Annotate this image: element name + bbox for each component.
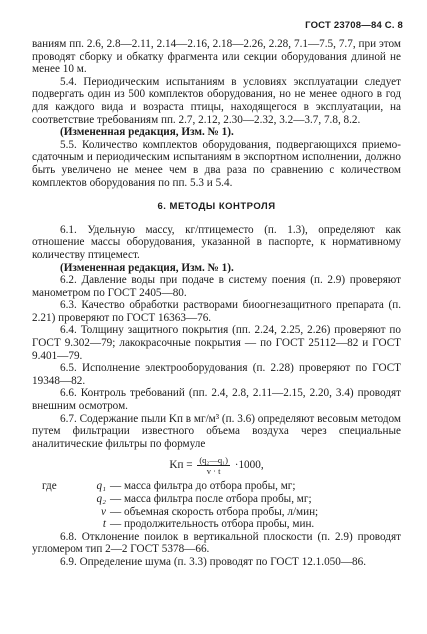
- definition-row: [42, 506, 401, 519]
- paragraph-5-5: 5.5. Количество комплектов оборудования, подвергающихся приемо-сдаточным и периодическим испытаниям в экспортном исполнении, должно быть увеличено не менее чем в два раза по сравнению с количеством комплектов оборудования по пп. 5.3 и 5.4.: [32, 138, 401, 189]
- formula-lhs: Kп =: [169, 459, 193, 472]
- document-body: [32, 38, 401, 569]
- definition-text: — объемная скорость отбора пробы, л/мин;: [110, 505, 319, 518]
- paragraph-6-1: 6.1. Удельную массу, кг/птицеместо (п. 1.3), определяют как отношение массы оборудования, указанной в паспорте, к нормативному количеству птицемест.: [32, 223, 401, 261]
- paragraph-6-7: 6.7. Содержание пыли Kп в мг/м³ (п. 3.6) определяют весовым методом путем фильтрации известного объема воздуха через специальные аналитические фильтры по формуле: [32, 412, 401, 450]
- paragraph-6-9: 6.9. Определение шума (п. 3.3) проводят по ГОСТ 12.1.050—86.: [60, 555, 367, 568]
- paragraph-6-5: 6.5. Исполнение электрооборудования (п. 2.28) проверяют по ГОСТ 19348—82.: [32, 362, 401, 387]
- section-title: 6. МЕТОДЫ КОНТРОЛЯ: [157, 201, 276, 213]
- paragraph-6-6: 6.6. Контроль требований (пп. 2.4, 2.8, 2.11—2.15, 2.20, 3.4) проводят внешним осмотром.: [32, 387, 401, 413]
- running-header: ГОСТ 23708—84 С. 8: [305, 20, 403, 31]
- definition-symbol: t: [102, 518, 106, 531]
- definition-symbol: q₁: [96, 480, 106, 493]
- paragraph-6-8: 6.8. Отклонение поилок в вертикальной плоскости (п. 2.9) проводят угломером тип 2—2 ГОСТ 5378—66.: [32, 530, 401, 556]
- revision-note: (Измененная редакция, Изм. № 1).: [60, 126, 234, 139]
- paragraph-6-2: 6.2. Давление воды при подаче в систему поения (п. 2.9) проверяют манометром по ГОСТ 2405—80.: [32, 274, 401, 299]
- definition-lead: где: [42, 480, 57, 493]
- paragraph-6-4: 6.4. Толщину защитного покрытия (пп. 2.24, 2.25, 2.26) проверяют по ГОСТ 9.302—79; лакокрасочные покрытия — по ГОСТ 25112—82 и ГОСТ 9.401—79.: [32, 324, 401, 362]
- definition-symbol: v: [101, 505, 106, 518]
- definition-lead: [42, 506, 84, 519]
- definition-text: — масса фильтра после отбора пробы, мг;: [110, 493, 312, 505]
- revision-note: (Измененная редакция, Изм. № 1).: [60, 261, 234, 274]
- paragraph-continuation: ваниям пп. 2.6, 2.8—2.11, 2.14—2.16, 2.18—2.26, 2.28, 7.1—7.5, 7.7, при этом проводят сборку и обкатку фрагмента или секции оборудования длиной не менее 10 м.: [32, 38, 401, 76]
- definition-row: [42, 480, 401, 493]
- definition-symbol: q₂: [96, 493, 106, 505]
- formula-fraction: [197, 455, 230, 476]
- formula-definitions: [42, 480, 401, 530]
- dust-formula: [32, 455, 401, 476]
- definition-row: [42, 493, 401, 506]
- formula-denominator: v · t: [206, 466, 221, 477]
- paragraph-5-4: 5.4. Периодическим испытаниям в условиях эксплуатации следует подвергать один из 500 комплектов оборудования, но не менее одного в год для каждого вида и возраста птицы, находящегося в эксплуатации, на соответствие требованиям пп. 2.7, 2.12, 2.30—2.32, 3.2—3.7, 7.8, 8.2.: [32, 75, 401, 126]
- definition-lead: [42, 493, 84, 506]
- formula-rhs: ·1000,: [234, 459, 264, 472]
- definition-row: [42, 518, 401, 531]
- definition-text: — масса фильтра до отбора пробы, мг;: [110, 480, 296, 493]
- formula-numerator: (q₂—q₁): [199, 455, 228, 466]
- definition-text: — продолжительность отбора пробы, мин.: [110, 518, 315, 531]
- definition-lead: [42, 518, 84, 531]
- paragraph-6-3: 6.3. Качество обработки растворами биоогнезащитного препарата (п. 2.21) проверяют по ГОСТ 16363—76.: [32, 299, 401, 324]
